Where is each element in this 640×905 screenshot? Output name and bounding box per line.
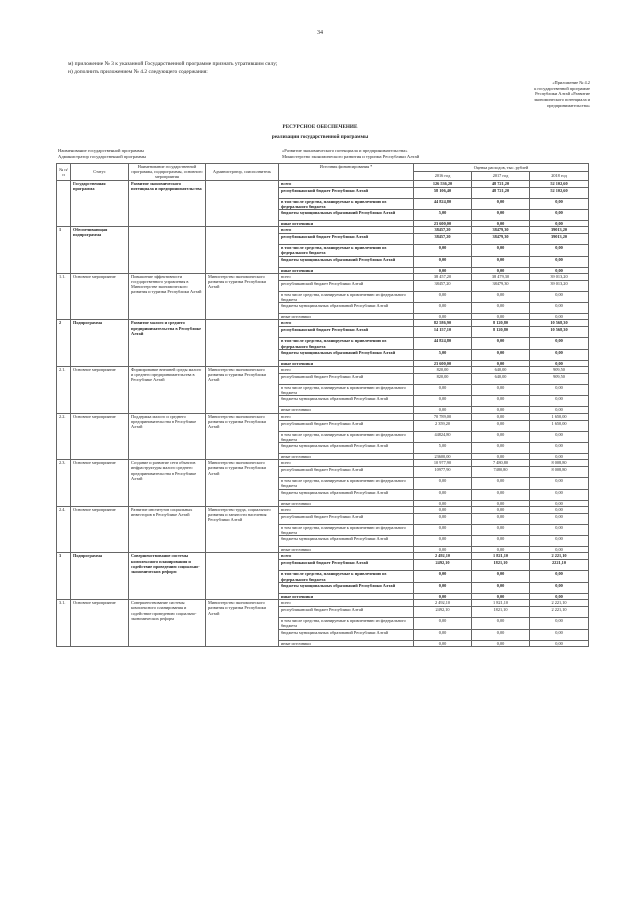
table-header-row (57, 164, 589, 172)
cost-value: 0,00 (472, 536, 530, 547)
row-admin (206, 227, 279, 274)
row-name: Поддержка малого и среднего предпринимательства в Республике Алтай (129, 413, 206, 460)
cost-value: 0,00 (472, 267, 530, 273)
cost-value: 0,00 (530, 221, 589, 227)
cost-value: 0,00 (530, 431, 589, 442)
row-num: 3 (57, 553, 71, 600)
source-label: в том числе средства, планируемые к привлечению из федерального бюджета (279, 245, 414, 256)
cost-value: 10 977,90 (414, 460, 472, 467)
source-label: республиканский бюджет Республики Алтай (279, 280, 414, 291)
source-label: иные источники (279, 360, 414, 366)
col-costs-header: Оценка расходов, тыс. рублей (414, 164, 589, 172)
cost-value: 0,00 (414, 396, 472, 407)
source-label: иные источники (279, 221, 414, 227)
table-row (57, 600, 589, 607)
cost-value: 0,00 (414, 547, 472, 553)
cost-value: 0,00 (530, 443, 589, 454)
cost-value: 0,00 (472, 413, 530, 420)
source-label: в том числе средства, планируемые к привлечению из федерального бюджета (279, 478, 414, 489)
source-label: в том числе средства, планируемые к привлечению из федерального бюджета (279, 291, 414, 302)
cost-value: 2 221,10 (530, 600, 589, 607)
cost-value: 126 536,20 (414, 180, 472, 187)
cost-value: 0,00 (530, 478, 589, 489)
cost-value: 0,00 (472, 291, 530, 302)
col-source-header: Источник финансирования * (279, 164, 414, 181)
cost-value: 0,00 (414, 407, 472, 413)
table-row (57, 460, 589, 467)
cost-value: 0,00 (530, 536, 589, 547)
row-num: 2.1. (57, 367, 71, 414)
source-label: республиканский бюджет Республики Алтай (279, 607, 414, 618)
row-admin (206, 553, 279, 600)
intro-line: н) дополнить приложением № 4.2 следующего содержания: (68, 69, 208, 75)
cost-value: 38 457,20 (414, 273, 472, 280)
source-label: иные источники (279, 407, 414, 413)
row-admin: Министерство экономического развития и туризма Республики Алтай (206, 367, 279, 414)
row-status: Основное мероприятие (71, 367, 129, 414)
cost-value: 0,00 (530, 618, 589, 629)
row-status: Подпрограмма (71, 320, 129, 367)
cost-value: 0,00 (530, 640, 589, 646)
source-label: в том числе средства, планируемые к привлечению из федерального бюджета (279, 198, 414, 209)
source-label: в том числе средства, планируемые к привлечению из федерального бюджета (279, 385, 414, 396)
cost-value: 0,00 (530, 454, 589, 460)
source-label: бюджеты муниципальных образований Республики Алтай (279, 256, 414, 267)
source-label: иные источники (279, 640, 414, 646)
cost-value: 0,00 (472, 629, 530, 640)
cost-value: 23 600,00 (414, 221, 472, 227)
row-admin: Министерство труда, социального развития и занятости населения Республики Алтай (206, 506, 279, 553)
cost-value: 0,00 (472, 478, 530, 489)
source-label: в том числе средства, планируемые к привлечению из федерального бюджета (279, 618, 414, 629)
cost-value: 0,00 (530, 245, 589, 256)
row-admin: Министерство экономического развития и туризма Республики Алтай (206, 600, 279, 647)
cost-value: 38479,30 (472, 227, 530, 234)
row-name: Развитие экономического потенциала и предпринимательства (129, 180, 206, 227)
row-admin: Министерство экономического развития и туризма Республики Алтай (206, 273, 279, 320)
cost-value: 0,00 (530, 506, 589, 513)
cost-value: 0,00 (472, 640, 530, 646)
cost-value: 0,00 (530, 360, 589, 366)
cost-value: 0,00 (472, 385, 530, 396)
source-label: бюджеты муниципальных образований Республики Алтай (279, 396, 414, 407)
cost-value: 7480,80 (472, 467, 530, 478)
row-num: 2 (57, 320, 71, 367)
cost-value: 1821,10 (472, 607, 530, 618)
source-label: республиканский бюджет Республики Алтай (279, 513, 414, 524)
cost-value: 0,00 (472, 210, 530, 221)
cost-value: 14 157,10 (414, 327, 472, 338)
row-num: 2.2. (57, 413, 71, 460)
source-label: республиканский бюджет Республики Алтай (279, 374, 414, 385)
row-status: Основное мероприятие (71, 506, 129, 553)
row-status: Основное мероприятие (71, 600, 129, 647)
row-num: 1.1. (57, 273, 71, 320)
cost-value: 38457,20 (414, 280, 472, 291)
cost-value: 640,00 (472, 374, 530, 385)
source-label: всего (279, 600, 414, 607)
cost-value: 0,00 (530, 198, 589, 209)
document-title: РЕСУРСНОЕ ОБЕСПЕЧЕНИЕ (282, 124, 358, 130)
source-label: бюджеты муниципальных образований Республики Алтай (279, 349, 414, 360)
row-status: Государственная программа (71, 180, 129, 227)
cost-value: 2492,10 (414, 560, 472, 571)
cost-value: 0,00 (530, 582, 589, 593)
cost-value: 0,00 (530, 513, 589, 524)
row-name: Создание и развитие сети объектов инфраструктуры малого среднего предпринимательства в Республике Алтай (129, 460, 206, 507)
source-label: республиканский бюджет Республики Алтай (279, 234, 414, 245)
col-year-header: 2018 год (530, 172, 589, 180)
source-label: иные источники (279, 267, 414, 273)
cost-value: 0,00 (472, 198, 530, 209)
cost-value: 48 721,20 (472, 180, 530, 187)
cost-value: 0,00 (472, 420, 530, 431)
table-body (57, 180, 589, 646)
cost-value: 0,00 (472, 443, 530, 454)
cost-value: 0,00 (530, 407, 589, 413)
appendix-line: Республики Алтай «Развитие (535, 91, 590, 97)
document-subtitle: реализации государственной программы (271, 134, 369, 140)
table-row (57, 227, 589, 234)
cost-value: 10977,90 (414, 467, 472, 478)
cost-value: 0,00 (472, 245, 530, 256)
row-admin (206, 320, 279, 367)
cost-value: 0,00 (472, 489, 530, 500)
appendix-note (470, 80, 590, 109)
resource-table (56, 163, 589, 647)
source-label: в том числе средства, планируемые к привлечению из федерального бюджета (279, 571, 414, 582)
cost-value: 2221,10 (530, 560, 589, 571)
cost-value: 0,00 (472, 349, 530, 360)
program-value: «Развитие экономического потенциала и предпринимательства» (282, 148, 408, 153)
cost-value: 0,00 (530, 547, 589, 553)
row-status: Обеспечивающая подпрограмма (71, 227, 129, 274)
row-name: Развитие институтов социальных инвесторов в Республике Алтай (129, 506, 206, 553)
cost-value: 0,00 (472, 314, 530, 320)
source-label: всего (279, 413, 414, 420)
table-row (57, 553, 589, 560)
cost-value: 0,00 (414, 640, 472, 646)
cost-value: 0,00 (530, 267, 589, 273)
cost-value: 2 492,10 (414, 600, 472, 607)
source-label: в том числе средства, планируемые к привлечению из федерального бюджета (279, 431, 414, 442)
cost-value: 5,00 (414, 443, 472, 454)
page-number: 34 (317, 30, 323, 36)
cost-value: 8 008,80 (530, 460, 589, 467)
cost-value: 0,00 (414, 629, 472, 640)
cost-value: 1 650,00 (530, 413, 589, 420)
cost-value: 2 221,10 (530, 553, 589, 560)
source-label: всего (279, 460, 414, 467)
row-status: Основное мероприятие (71, 460, 129, 507)
cost-value: 820,00 (414, 374, 472, 385)
cost-value: 8 120,80 (472, 320, 530, 327)
cost-value: 0,00 (414, 582, 472, 593)
source-label: иные источники (279, 314, 414, 320)
row-status: Подпрограмма (71, 553, 129, 600)
cost-value: 23 600,00 (414, 360, 472, 366)
source-label: бюджеты муниципальных образований Республики Алтай (279, 210, 414, 221)
source-label: бюджеты муниципальных образований Республики Алтай (279, 629, 414, 640)
cost-value: 0,00 (472, 571, 530, 582)
col-year-header: 2016 год (414, 172, 472, 180)
cost-value: 0,00 (414, 303, 472, 314)
cost-value: 0,00 (530, 571, 589, 582)
cost-value: 58 106,40 (414, 187, 472, 198)
source-label: республиканский бюджет Республики Алтай (279, 560, 414, 571)
row-admin: Министерство экономического развития и туризма Республики Алтай (206, 460, 279, 507)
cost-value: 38457,20 (414, 227, 472, 234)
source-label: в том числе средства, планируемые к привлечению из федерального бюджета (279, 338, 414, 349)
cost-value: 38457,20 (414, 234, 472, 245)
cost-value: 38479,30 (472, 280, 530, 291)
cost-value: 0,00 (530, 314, 589, 320)
cost-value: 52 102,60 (530, 180, 589, 187)
cost-value: 38479,30 (472, 234, 530, 245)
source-label: бюджеты муниципальных образований Республики Алтай (279, 582, 414, 593)
cost-value: 1 821,10 (472, 553, 530, 560)
cost-value: 0,00 (530, 256, 589, 267)
row-num: 3.1. (57, 600, 71, 647)
cost-value: 0,00 (530, 593, 589, 599)
cost-value: 0,00 (530, 303, 589, 314)
table-row (57, 367, 589, 374)
cost-value: 38 479,30 (472, 273, 530, 280)
cost-value: 10 568,30 (530, 320, 589, 327)
cost-value: 2 221,10 (530, 607, 589, 618)
cost-value: 0,00 (472, 618, 530, 629)
cost-value: 0,00 (472, 454, 530, 460)
source-label: иные источники (279, 547, 414, 553)
row-num: 2.3. (57, 460, 71, 507)
cost-value: 0,00 (472, 407, 530, 413)
source-label: всего (279, 320, 414, 327)
row-num: 1 (57, 227, 71, 274)
cost-value: 0,00 (472, 593, 530, 599)
cost-value: 0,00 (414, 536, 472, 547)
appendix-line: к государственной программе (534, 85, 590, 91)
cost-value: 0,00 (414, 385, 472, 396)
cost-value: 0,00 (472, 221, 530, 227)
cost-value: 909,50 (530, 367, 589, 374)
row-admin: Министерство экономического развития и туризма Республики Алтай (206, 413, 279, 460)
source-label: бюджеты муниципальных образований Республики Алтай (279, 443, 414, 454)
cost-value: 0,00 (414, 524, 472, 535)
source-label: бюджеты муниципальных образований Республики Алтай (279, 489, 414, 500)
cost-value: 0,00 (414, 478, 472, 489)
admin-label: Администратор государственной программы (58, 154, 147, 159)
cost-value: 0,00 (530, 385, 589, 396)
cost-value: 10 568,30 (530, 327, 589, 338)
cost-value: 0,00 (472, 303, 530, 314)
cost-value: 0,00 (472, 506, 530, 513)
source-label: республиканский бюджет Республики Алтай (279, 327, 414, 338)
cost-value: 0,00 (472, 360, 530, 366)
cost-value: 0,00 (530, 349, 589, 360)
cost-value: 0,00 (414, 513, 472, 524)
cost-value: 0,00 (530, 524, 589, 535)
intro-text (68, 60, 277, 76)
table-row (57, 413, 589, 420)
cost-value: 0,00 (530, 338, 589, 349)
source-label: республиканский бюджет Республики Алтай (279, 467, 414, 478)
cost-value: 0,00 (414, 618, 472, 629)
cost-value: 0,00 (530, 396, 589, 407)
source-label: всего (279, 553, 414, 560)
cost-value: 2492,10 (414, 607, 472, 618)
header-labels (58, 148, 146, 160)
cost-value: 0,00 (414, 245, 472, 256)
cost-value: 44 824,80 (414, 338, 472, 349)
cost-value: 44824,80 (414, 431, 472, 442)
cost-value: 2 492,10 (414, 553, 472, 560)
cost-value: 0,00 (472, 547, 530, 553)
source-label: в том числе средства, планируемые к привлечению из федерального бюджета (279, 524, 414, 535)
col-year-header: 2017 год (472, 172, 530, 180)
cost-value: 82 586,90 (414, 320, 472, 327)
cost-value: 39 013,20 (530, 280, 589, 291)
row-status: Основное мероприятие (71, 273, 129, 320)
table-row (57, 320, 589, 327)
source-label: всего (279, 227, 414, 234)
appendix-line: экономического потенциала и (534, 97, 590, 103)
row-name: Совершенствование системы комплексного планирования и содействие проведению социально-экономических реформ (129, 553, 206, 600)
cost-value: 0,00 (414, 267, 472, 273)
cost-value: 2 359,20 (414, 420, 472, 431)
row-name: Формирование внешней среды малого и среднего предпринимательства в Республике Алтай (129, 367, 206, 414)
source-label: республиканский бюджет Республики Алтай (279, 187, 414, 198)
cost-value: 8 008,80 (530, 467, 589, 478)
appendix-line: предпринимательства» (547, 102, 590, 108)
cost-value: 1821,10 (472, 560, 530, 571)
source-label: иные источники (279, 454, 414, 460)
cost-value: 0,00 (530, 210, 589, 221)
cost-value: 0,00 (530, 291, 589, 302)
cost-value: 0,00 (414, 291, 472, 302)
cost-value: 39 013,20 (530, 273, 589, 280)
row-name (129, 227, 206, 274)
cost-value: 39013,20 (530, 234, 589, 245)
cost-value: 0,00 (414, 314, 472, 320)
source-label: иные источники (279, 593, 414, 599)
cost-value: 0,00 (472, 338, 530, 349)
source-label: бюджеты муниципальных образований Республики Алтай (279, 536, 414, 547)
cost-value: 0,00 (414, 506, 472, 513)
source-label: иные источники (279, 500, 414, 506)
header-values (282, 148, 419, 160)
cost-value: 0,00 (472, 256, 530, 267)
row-status: Основное мероприятие (71, 413, 129, 460)
cost-value: 0,00 (472, 431, 530, 442)
cost-value: 8 120,80 (472, 327, 530, 338)
source-label: всего (279, 367, 414, 374)
cost-value: 5,00 (414, 349, 472, 360)
program-label: Наименование государственной программы (58, 148, 144, 153)
cost-value: 48 721,20 (472, 187, 530, 198)
intro-line: м) приложение № 3 к указанной Государственной программе признать утратившим силу; (68, 61, 278, 67)
col-name-header: Наименование государственной программы, подпрограммы, основного мероприятия (129, 164, 206, 181)
source-label: всего (279, 180, 414, 187)
cost-value: 7 480,80 (472, 460, 530, 467)
source-label: всего (279, 506, 414, 513)
cost-value: 640,00 (472, 367, 530, 374)
table-row (57, 506, 589, 513)
col-admin-header: Администратор, соисполнитель (206, 164, 279, 181)
cost-value: 39013,20 (530, 227, 589, 234)
cost-value: 1 650,00 (530, 420, 589, 431)
cost-value: 820,00 (414, 367, 472, 374)
row-name: Повышение эффективности государственного управления в Министерстве экономического развития и туризма Республики Алтай (129, 273, 206, 320)
cost-value: 0,00 (414, 593, 472, 599)
table-row (57, 273, 589, 280)
cost-value: 909,50 (530, 374, 589, 385)
cost-value: 0,00 (414, 489, 472, 500)
cost-value: 1 821,10 (472, 600, 530, 607)
cost-value: 44 824,80 (414, 198, 472, 209)
cost-value: 0,00 (414, 571, 472, 582)
row-name: Развитие малого и среднего предпринимательства в Республике Алтай (129, 320, 206, 367)
row-num (57, 180, 71, 227)
cost-value: 0,00 (472, 524, 530, 535)
cost-value: 52 102,60 (530, 187, 589, 198)
col-status-header: Статус (71, 164, 129, 181)
cost-value: 70 789,00 (414, 413, 472, 420)
cost-value: 5,00 (414, 210, 472, 221)
appendix-line: «Приложение № 4.2 (552, 80, 590, 85)
source-label: республиканский бюджет Республики Алтай (279, 420, 414, 431)
table-row (57, 180, 589, 187)
row-admin (206, 180, 279, 227)
row-name: Совершенствование системы комплексного планирования и содействие проведению социально-экономических реформ (129, 600, 206, 647)
cost-value: 0,00 (530, 489, 589, 500)
cost-value: 0,00 (472, 396, 530, 407)
cost-value: 0,00 (530, 500, 589, 506)
cost-value: 0,00 (530, 629, 589, 640)
row-num: 2.4. (57, 506, 71, 553)
source-label: бюджеты муниципальных образований Республики Алтай (279, 303, 414, 314)
cost-value: 0,00 (472, 513, 530, 524)
source-label: всего (279, 273, 414, 280)
cost-value: 23600,00 (414, 454, 472, 460)
admin-value: Министерство экономического развития и туризма Республики Алтай (282, 154, 420, 159)
cost-value: 0,00 (414, 256, 472, 267)
cost-value: 0,00 (472, 582, 530, 593)
cost-value: 0,00 (472, 500, 530, 506)
cost-value: 0,00 (414, 500, 472, 506)
col-num-header: № п/п (57, 164, 71, 181)
